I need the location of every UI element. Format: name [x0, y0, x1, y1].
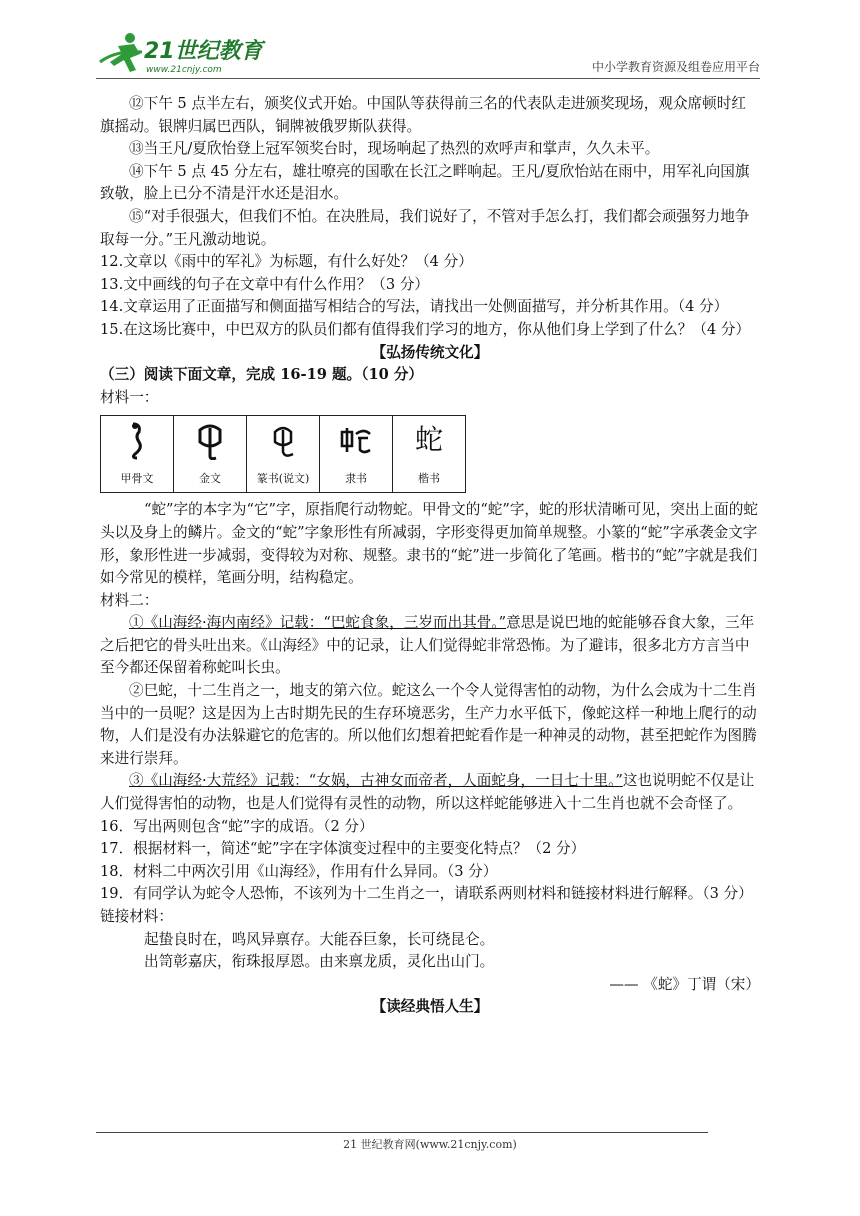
glyph-label-seal: 篆书(说文) [256, 472, 310, 486]
glyph-seal-image [247, 416, 319, 464]
material-2-paragraph-3 [100, 770, 760, 815]
paragraph-15: ⑮“对手很强大，但我们不怕。在决胜局，我们说好了，不管对手怎么打，我们都会顽强努力地争取每一分。”王凡激动地说。 [100, 207, 750, 248]
poem-attribution: —— 《蛇》丁谓（宋） [609, 975, 760, 993]
glyph-cell-bronze [174, 416, 247, 493]
glyph-clerical-image [320, 416, 392, 464]
runner-icon [100, 33, 142, 72]
glyph-label-regular: 楷书 [418, 472, 440, 486]
material-2-p3-rest: 这也说明蛇不仅是让人们觉得害怕的动物，也是人们觉得有灵性的动物，所以这样蛇能够进入十二生肖也就不会奇怪了。 [100, 772, 755, 813]
material-2-label: 材料二： [100, 591, 159, 609]
glyph-bronze-image [174, 416, 246, 464]
material-2-p1-rest: 意思是说巴地的蛇能够吞食大象，三年之后把它的骨头吐出来。《山海经》中的记录，让人们觉得蛇非常恐怖。为了避讳，很多北方方言当中至今都还保留着称蛇叫长虫。 [100, 614, 755, 677]
glyph-cell-regular [393, 416, 466, 493]
quote-underlined-3: ③《山海经·大荒经》记载：“女娲，古神女而帝者，人面蛇身，一日七十里。” [129, 772, 623, 790]
part-3-title: （三）阅读下面文章，完成 16-19 题。（10 分） [100, 366, 424, 384]
question-16: 16．写出两则包含“蛇”字的成语。（2 分） [100, 817, 374, 835]
paragraph-13: ⑬当王凡/夏欣怡登上冠军领奖台时，现场响起了热烈的欢呼声和掌声，久久未平。 [129, 140, 660, 158]
glyph-cell-oracle [101, 416, 174, 493]
question-13: 13.文中画线的句子在文章中有什么作用？（3 分） [100, 275, 430, 293]
page-header [0, 0, 860, 80]
glyph-label-clerical: 隶书 [345, 472, 367, 486]
question-15: 15.在这场比赛中，中巴双方的队员们都有值得我们学习的地方，你从他们身上学到了什么？（4 分） [100, 320, 751, 338]
material-1-text: “蛇”字的本字为“它”字，原指爬行动物蛇。甲骨文的“蛇”字，蛇的形状清晰可见，突出上面的蛇头以及身上的鳞片。金文的“蛇”字象形性有所减弱，字形变得更加简单规整。小篆的“蛇”字承袭金文字形，象形性进一步减弱，变得较为对称、规整。隶书的“蛇”进一步简化了笔画。楷书的“蛇”字就是我们如今常见的模样，笔画分明，结构稳定。 [100, 501, 758, 587]
material-2-paragraph-1 [100, 612, 760, 680]
section-heading-culture: 【弘扬传统文化】 [371, 343, 489, 361]
footer-text: 21 世纪教育网(www.21cnjy.com) [343, 1138, 517, 1151]
site-logo [96, 28, 266, 80]
glyph-cell-clerical [320, 416, 393, 493]
material-1-label: 材料一： [100, 388, 159, 406]
question-12: 12.文章以《雨中的军礼》为标题，有什么好处？（4 分） [100, 253, 473, 271]
glyph-label-oracle: 甲骨文 [120, 472, 154, 486]
paragraph-14: ⑭下午 5 点 45 分左右，雄壮嘹亮的国歌在长江之畔响起。王凡/夏欣怡站在雨中，用军礼向国旗致敬，脸上已分不清是汗水还是泪水。 [100, 162, 750, 203]
poem-line-2: 出笥彰嘉庆，衔珠报厚恩。由来禀龙质，灵化出山门。 [144, 953, 495, 971]
material-2-paragraph-2: ②巳蛇，十二生肖之一，地支的第六位。蛇这么一个令人觉得害怕的动物，为什么会成为十二生肖当中的一员呢？这是因为上古时期先民的生存环境恶劣，生产力水平低下，像蛇这样一种地上爬行的动物，人们是没有办法躲避它的危害的。所以他们幻想着把蛇看作是一种神灵的动物，甚至把蛇作为图腾来进行崇拜。 [100, 682, 757, 767]
logo-text: 21世纪教育 [144, 39, 263, 64]
header-platform-text: 中小学教育资源及组卷应用平台 [591, 60, 760, 74]
glyph-table [100, 415, 466, 493]
header-divider [96, 78, 760, 79]
document-body [100, 93, 760, 1019]
question-19: 19．有同学认为蛇令人恐怖，不该列为十二生肖之一，请联系两则材料和链接材料进行解释。（3 分） [100, 885, 753, 903]
glyph-label-bronze: 金文 [199, 472, 221, 486]
poem-line-1: 起蛰良时在，鸣风异禀存。大能吞巨象，长可绕昆仑。 [144, 930, 495, 948]
glyph-oracle-image [101, 416, 173, 464]
question-18: 18．材料二中两次引用《山海经》，作用有什么异同。（3 分） [100, 862, 498, 880]
link-material-label: 链接材料： [100, 908, 173, 925]
glyph-regular-char: 蛇 [414, 423, 443, 457]
paragraph-12: ⑫下午 5 点半左右，颁奖仪式开始。中国队等获得前三名的代表队走进颁奖现场，观众席顿时红旗摇动。银牌归属巴西队，铜牌被俄罗斯队获得。 [100, 95, 746, 135]
question-14: 14.文章运用了正面描写和侧面描写相结合的写法，请找出一处侧面描写，并分析其作用。（4 分） [100, 298, 729, 316]
glyph-cell-seal [247, 416, 320, 493]
section-heading-classic: 【读经典悟人生】 [371, 998, 489, 1016]
glyph-regular-image [393, 416, 465, 464]
question-17: 17．根据材料一，简述“蛇”字在字体演变过程中的主要变化特点？（2 分） [100, 840, 586, 858]
quote-underlined-1: ①《山海经·海内南经》记载：“巴蛇食象，三岁而出其骨。” [129, 614, 507, 632]
footer-divider [96, 1132, 708, 1133]
logo-subtext: www.21cnjy.com [146, 65, 222, 75]
